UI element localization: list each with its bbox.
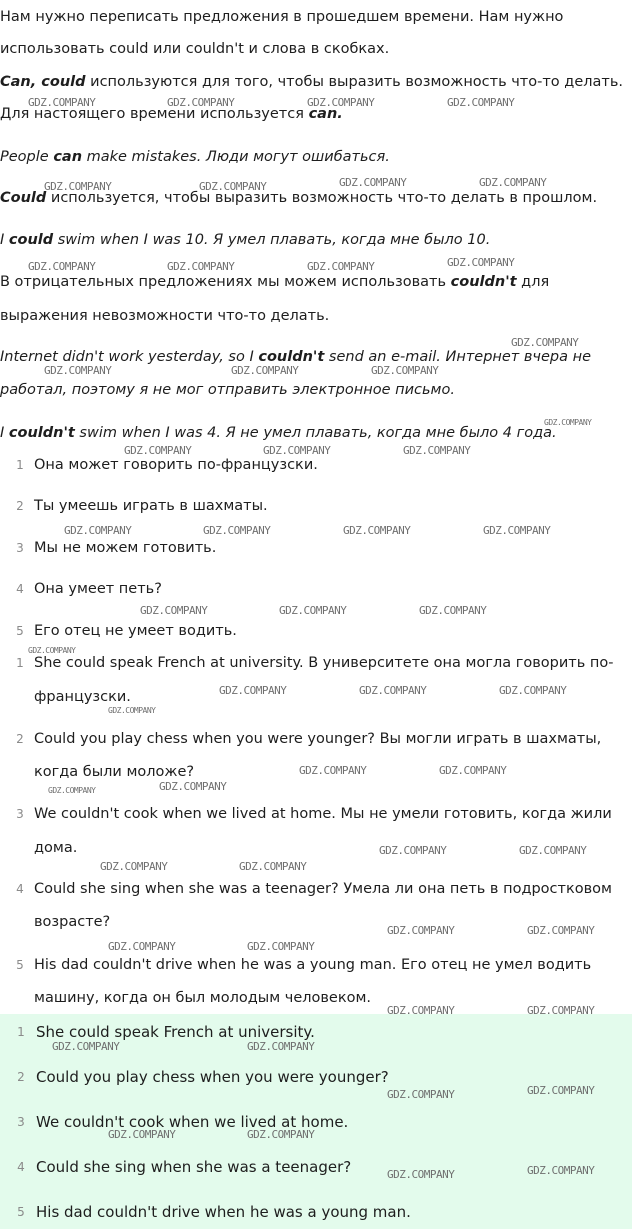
watermark: GDZ.COMPANY: [100, 860, 168, 873]
watermark: GDZ.COMPANY: [527, 1084, 595, 1097]
watermark: GDZ.COMPANY: [140, 604, 208, 617]
item-text: We couldn't cook when we lived at home. Мы не умели готовить, когда жили: [34, 806, 612, 822]
item-text: Ты умеешь играть в шахматы.: [34, 498, 268, 514]
watermark: GDZ.COMPANY: [199, 180, 267, 193]
watermark: GDZ.COMPANY: [307, 96, 375, 109]
watermark: GDZ.COMPANY: [108, 706, 156, 715]
item-text: Мы не можем готовить.: [34, 540, 217, 556]
watermark: GDZ.COMPANY: [499, 684, 567, 697]
item-number: 3: [16, 541, 24, 555]
watermark: GDZ.COMPANY: [307, 260, 375, 273]
intro-line: использовать could или couldn't и слова в скобках.: [0, 41, 390, 57]
watermark: GDZ.COMPANY: [387, 1004, 455, 1017]
intro-line: Нам нужно переписать предложения в прошедшем времени. Нам нужно: [0, 9, 564, 25]
watermark: GDZ.COMPANY: [231, 364, 299, 377]
intro-line: [0, 72, 623, 92]
watermark: GDZ.COMPANY: [403, 444, 471, 457]
watermark: GDZ.COMPANY: [124, 444, 192, 457]
example-line: [0, 230, 490, 250]
item-number: 5: [16, 624, 24, 638]
item-text: Она умеет петь?: [34, 581, 162, 597]
watermark: GDZ.COMPANY: [387, 1168, 455, 1181]
watermark: GDZ.COMPANY: [519, 844, 587, 857]
keyword: Could: [0, 190, 47, 206]
watermark: GDZ.COMPANY: [339, 176, 407, 189]
text: для: [516, 274, 550, 290]
intro-line: [0, 272, 549, 292]
watermark: GDZ.COMPANY: [203, 524, 271, 537]
text: используется, чтобы выразить возможность что-то делать в прошлом.: [46, 190, 598, 206]
item-text: His dad couldn't drive when he was a young man. Его отец не умел водить: [34, 957, 592, 973]
watermark: GDZ.COMPANY: [343, 524, 411, 537]
watermark: GDZ.COMPANY: [108, 1128, 176, 1141]
watermark: GDZ.COMPANY: [64, 524, 132, 537]
answer-text: Could she sing when she was a teenager?: [36, 1158, 352, 1176]
text: I: [0, 232, 9, 248]
text: People: [0, 149, 54, 165]
watermark: GDZ.COMPANY: [299, 764, 367, 777]
keyword: couldn't: [450, 274, 517, 290]
item-text: дома.: [34, 840, 78, 856]
watermark: GDZ.COMPANY: [239, 860, 307, 873]
watermark: GDZ.COMPANY: [527, 1004, 595, 1017]
watermark: GDZ.COMPANY: [52, 1040, 120, 1053]
item-number: 1: [16, 458, 24, 472]
item-text: французски.: [34, 689, 131, 705]
answer-text: We couldn't cook when we lived at home.: [36, 1113, 349, 1131]
watermark: GDZ.COMPANY: [108, 940, 176, 953]
text: В отрицательных предложениях мы можем использовать: [0, 274, 451, 290]
example-line: работал, поэтому я не мог отправить электронное письмо.: [0, 382, 455, 398]
text: используются для того, чтобы выразить возможность что-то делать.: [85, 74, 623, 90]
watermark: GDZ.COMPANY: [44, 364, 112, 377]
item-text: возрасте?: [34, 914, 111, 930]
watermark: GDZ.COMPANY: [219, 684, 287, 697]
item-text: когда были моложе?: [34, 764, 195, 780]
text: I: [0, 425, 9, 441]
watermark: GDZ.COMPANY: [447, 96, 515, 109]
watermark: GDZ.COMPANY: [479, 176, 547, 189]
item-text: Could she sing when she was a teenager? Умела ли она петь в подростковом: [34, 881, 612, 897]
item-number: 5: [16, 958, 24, 972]
watermark: GDZ.COMPANY: [247, 940, 315, 953]
text: swim when I was 4. Я не умел плавать, когда мне было 4 года.: [74, 425, 557, 441]
watermark: GDZ.COMPANY: [44, 180, 112, 193]
item-number: 2: [16, 732, 24, 746]
example-line: [0, 423, 557, 443]
item-number: 3: [16, 807, 24, 821]
watermark: GDZ.COMPANY: [439, 764, 507, 777]
item-number: 1: [16, 656, 24, 670]
item-text: She could speak French at university. В университете она могла говорить по-: [34, 655, 614, 671]
watermark: GDZ.COMPANY: [28, 260, 96, 273]
item-text: машину, когда он был молодым человеком.: [34, 990, 372, 1006]
item-number: 4: [16, 882, 24, 896]
watermark: GDZ.COMPANY: [167, 96, 235, 109]
watermark: GDZ.COMPANY: [483, 524, 551, 537]
keyword: couldn't: [258, 349, 325, 365]
watermark: GDZ.COMPANY: [359, 684, 427, 697]
item-number: 4: [16, 582, 24, 596]
watermark: GDZ.COMPANY: [159, 780, 227, 793]
watermark: GDZ.COMPANY: [48, 786, 96, 795]
text: send an e-mail. Интернет вчера не: [324, 349, 591, 365]
keyword: could: [8, 232, 54, 248]
item-number: 2: [16, 499, 24, 513]
item-text: Его отец не умеет водить.: [34, 623, 237, 639]
watermark: GDZ.COMPANY: [544, 418, 592, 427]
keyword: couldn't: [8, 425, 75, 441]
text: Для настоящего времени используется: [0, 106, 309, 122]
text: Internet didn't work yesterday, so I: [0, 349, 259, 365]
answer-text: His dad couldn't drive when he was a young man.: [36, 1203, 411, 1221]
text: swim when I was 10. Я умел плавать, когда мне было 10.: [53, 232, 491, 248]
watermark: GDZ.COMPANY: [28, 96, 96, 109]
item-number: 3: [17, 1115, 25, 1129]
item-number: 2: [17, 1070, 25, 1084]
item-number: 4: [17, 1160, 25, 1174]
watermark: GDZ.COMPANY: [419, 604, 487, 617]
answer-text: She could speak French at university.: [36, 1023, 315, 1041]
watermark: GDZ.COMPANY: [447, 256, 515, 269]
text: make mistakes. Люди могут ошибаться.: [82, 149, 390, 165]
watermark: GDZ.COMPANY: [527, 1164, 595, 1177]
watermark: GDZ.COMPANY: [527, 924, 595, 937]
item-text: Could you play chess when you were younger? Вы могли играть в шахматы,: [34, 731, 602, 747]
watermark: GDZ.COMPANY: [387, 1088, 455, 1101]
example-line: [0, 147, 390, 167]
keyword: can: [53, 149, 83, 165]
watermark: GDZ.COMPANY: [511, 336, 579, 349]
watermark: GDZ.COMPANY: [167, 260, 235, 273]
watermark: GDZ.COMPANY: [247, 1128, 315, 1141]
watermark: GDZ.COMPANY: [28, 646, 76, 655]
watermark: GDZ.COMPANY: [263, 444, 331, 457]
watermark: GDZ.COMPANY: [371, 364, 439, 377]
answer-text: Could you play chess when you were younger?: [36, 1068, 389, 1086]
item-number: 1: [17, 1025, 25, 1039]
watermark: GDZ.COMPANY: [279, 604, 347, 617]
watermark: GDZ.COMPANY: [379, 844, 447, 857]
item-number: 5: [17, 1205, 25, 1219]
intro-line: выражения невозможности что-то делать.: [0, 308, 330, 324]
keyword: can.: [308, 106, 343, 122]
watermark: GDZ.COMPANY: [247, 1040, 315, 1053]
watermark: GDZ.COMPANY: [387, 924, 455, 937]
keyword: Can, could: [0, 74, 86, 90]
item-text: Она может говорить по-французски.: [34, 457, 318, 473]
